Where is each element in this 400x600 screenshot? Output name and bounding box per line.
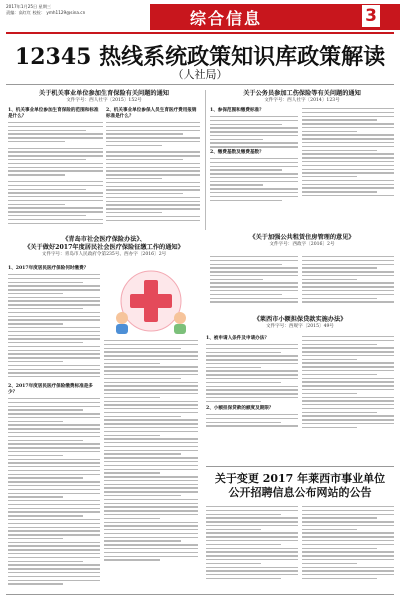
article-3-body-2 [302,256,394,306]
article-2-body-1 [210,116,298,150]
date-text: 2017年1月25日 星期三 [6,4,52,9]
question-5: 1、2017年度居民医疗保险何时缴费？ [8,266,89,271]
article-4-column-2 [104,340,198,570]
question-2: 2、机关事业单位参保人员生育医疗费用报销标准是什么？ [106,108,197,119]
final-notice-title-1: 关于变更 2017 年莱西市事业单位 [214,472,386,485]
question-1: 1、机关事业单位参加生育保险的范围和标准是什么？ [8,108,99,119]
final-notice-divider [206,466,394,467]
question-3: 1、参保范围和缴费标准？ [210,108,264,113]
section-title: 综合信息 [190,9,263,28]
final-notice-body-1 [206,506,298,586]
medical-cross-icon [104,266,198,336]
article-5-header [206,316,394,330]
article-2-title: 关于公务员参加工伤保险等有关问题的通知 [243,90,361,97]
article-1-title: 关于机关事业单位参加生育保险有关问题的通知 [39,90,169,97]
article-5-title: 《莱西市小额担保贷款实施办法》 [253,316,347,323]
article-5-subtitle: 文件字号：西规字〔2015〕49号 [265,324,335,329]
article-1-body-1 [8,122,103,240]
article-2-column-2 [302,108,394,203]
final-notice-title-2: 公开招聘信息公布网站的公告 [228,486,372,499]
article-3-title: 《关于加强公共租赁住房管理的意见》 [249,234,355,241]
article-1-column-2 [106,108,200,240]
page-number: 3 [362,5,380,27]
article-1-body-2 [106,122,200,240]
article-4-subtitle: 文件字号：青岛市人民政府令第235号、西办字〔2016〕2号 [41,252,167,257]
article-4-header [8,236,200,258]
article-2-column-1 [210,108,298,208]
main-headline: 12345 热线系统政策知识库政策解读 [14,44,386,70]
question-8: 2、小额担保贷款的额度及期限？ [206,406,274,411]
article-5-column-1 [206,336,298,434]
headline-byline: （人社局） [172,68,228,81]
article-2-body-2 [210,158,298,208]
question-7: 1、被申请人条件及申请办法？ [206,336,269,341]
article-5-body-1 [206,344,298,406]
article-2-body-3 [302,108,394,203]
article-title [8,90,200,104]
article-5-body-2 [206,414,298,434]
article-4-title-2: 《关于做好2017年度居民社会医疗保险征缴工作的通知》 [24,244,184,251]
article-3-subtitle: 文件字号：西政字〔2016〕2号 [269,242,335,247]
editor-text: 责编：高红红 校检： ymh1129@sina.cn [6,10,86,15]
header-rule [6,32,394,34]
footer-rule [6,594,394,595]
medical-insurance-illustration [104,266,198,336]
article-1-column-1 [8,108,103,240]
column-divider [205,90,206,230]
article-2-subtitle: 文件字号：西人社字〔2014〕123号 [264,98,340,103]
final-notice-body-2 [302,506,394,586]
final-notice [206,472,394,500]
article-1-subtitle: 文件字号：西人社字〔2015〕152号 [66,98,142,103]
article-5-column-2 [302,336,394,436]
headline-divider [6,84,394,85]
date-line [6,4,85,16]
article-3-body-1 [210,256,298,306]
question-4: 2、缴费基数及缴费基数？ [210,150,264,155]
article-2-header [210,90,394,104]
article-4-title-1: 《青岛市社会医疗保险办法》、 [62,236,146,243]
article-4-column-1 [8,266,100,593]
masthead [0,0,400,34]
article-4-body-1 [8,274,100,384]
article-4-body-2 [8,398,100,593]
article-3-header [210,234,394,248]
question-6: 2、2017年度居民医疗保险缴费标准是多少？ [8,384,93,395]
